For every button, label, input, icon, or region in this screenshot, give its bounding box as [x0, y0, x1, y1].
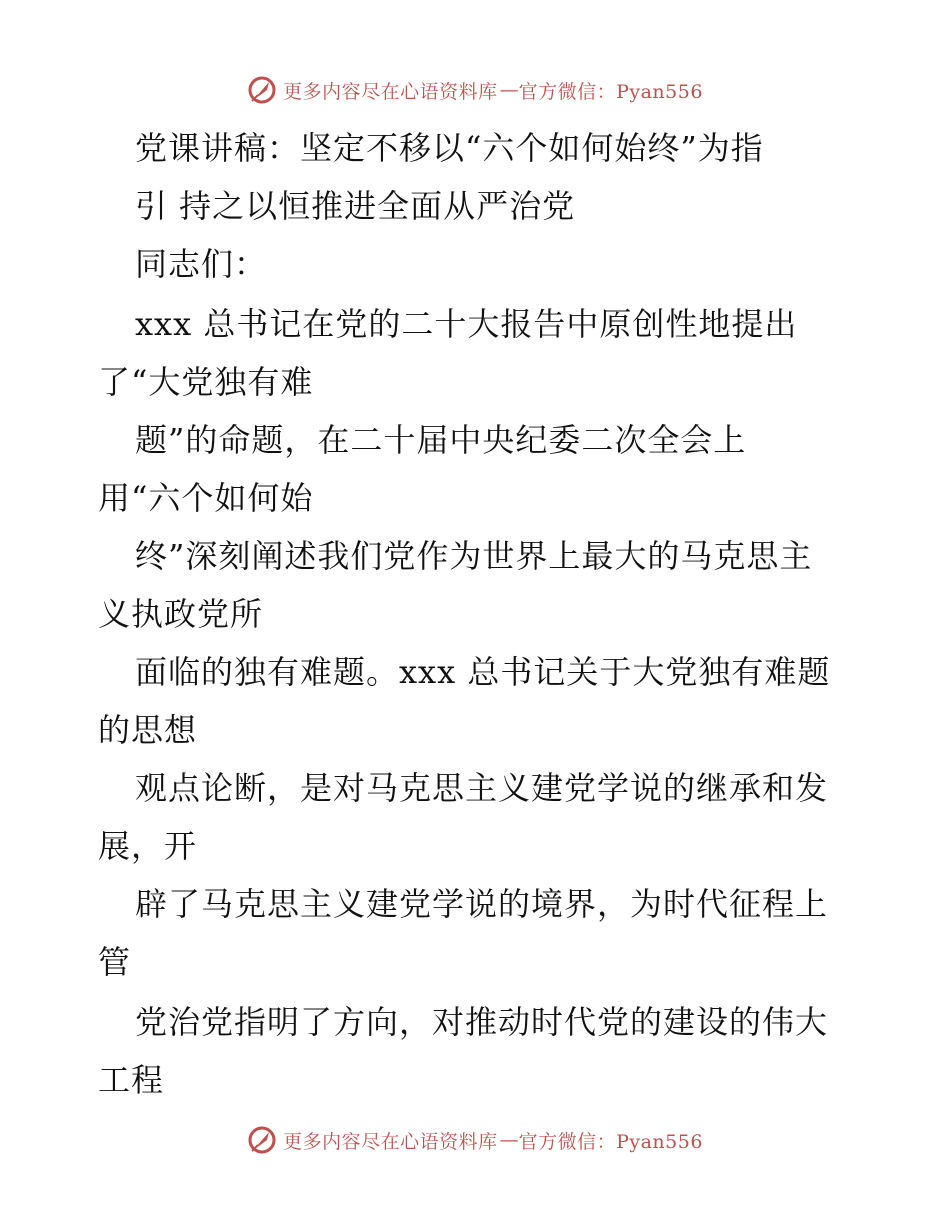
banner-title: 更多内容尽在心语资料库	[283, 1130, 498, 1153]
banner-contact: 官方微信：Pyan556	[518, 80, 703, 103]
paragraph-line: 观点论断，是对马克思主义建党学说的继承和发	[135, 769, 829, 807]
paragraph-line: 终”深刻阐述我们党作为世界上最大的马克思主	[135, 537, 813, 575]
paragraph-line: 辟了马克思主义建党学说的境界，为时代征程上	[135, 885, 829, 923]
banner-contact: 官方微信：Pyan556	[518, 1130, 703, 1153]
paragraph-line: 管	[98, 943, 132, 981]
footer-banner	[0, 1120, 950, 1160]
paragraph-line: 题”的命题，在二十届中央纪委二次全会上	[135, 421, 747, 459]
paragraph-line: xxx 总书记在党的二十大报告中原创性地提出	[135, 305, 798, 343]
paragraph-line: 义执政党所	[98, 595, 264, 633]
title-line-2: 引 持之以恒推进全面从严治党	[135, 187, 576, 225]
paragraph-line: 工程	[98, 1061, 165, 1099]
paragraph-line: 面临的独有难题。xxx 总书记关于大党独有难题	[135, 653, 831, 691]
paragraph-line: 党治党指明了方向，对推动时代党的建设的伟大	[135, 1003, 829, 1041]
banner-title: 更多内容尽在心语资料库	[283, 80, 498, 103]
paragraph-line: 展，开	[98, 827, 198, 865]
quill-logo-icon	[247, 1125, 277, 1155]
header-banner	[0, 70, 950, 110]
paragraph-line: 了“大党独有难	[98, 363, 314, 401]
quill-logo-icon	[247, 75, 277, 105]
greeting: 同志们：	[135, 245, 268, 283]
paragraph-line: 的思想	[98, 711, 198, 749]
banner-separator: —	[499, 1129, 519, 1151]
title-line-1: 党课讲稿：坚定不移以“六个如何始终”为指	[135, 129, 764, 167]
banner-separator: —	[499, 79, 519, 101]
paragraph-line: 用“六个如何始	[98, 479, 314, 517]
